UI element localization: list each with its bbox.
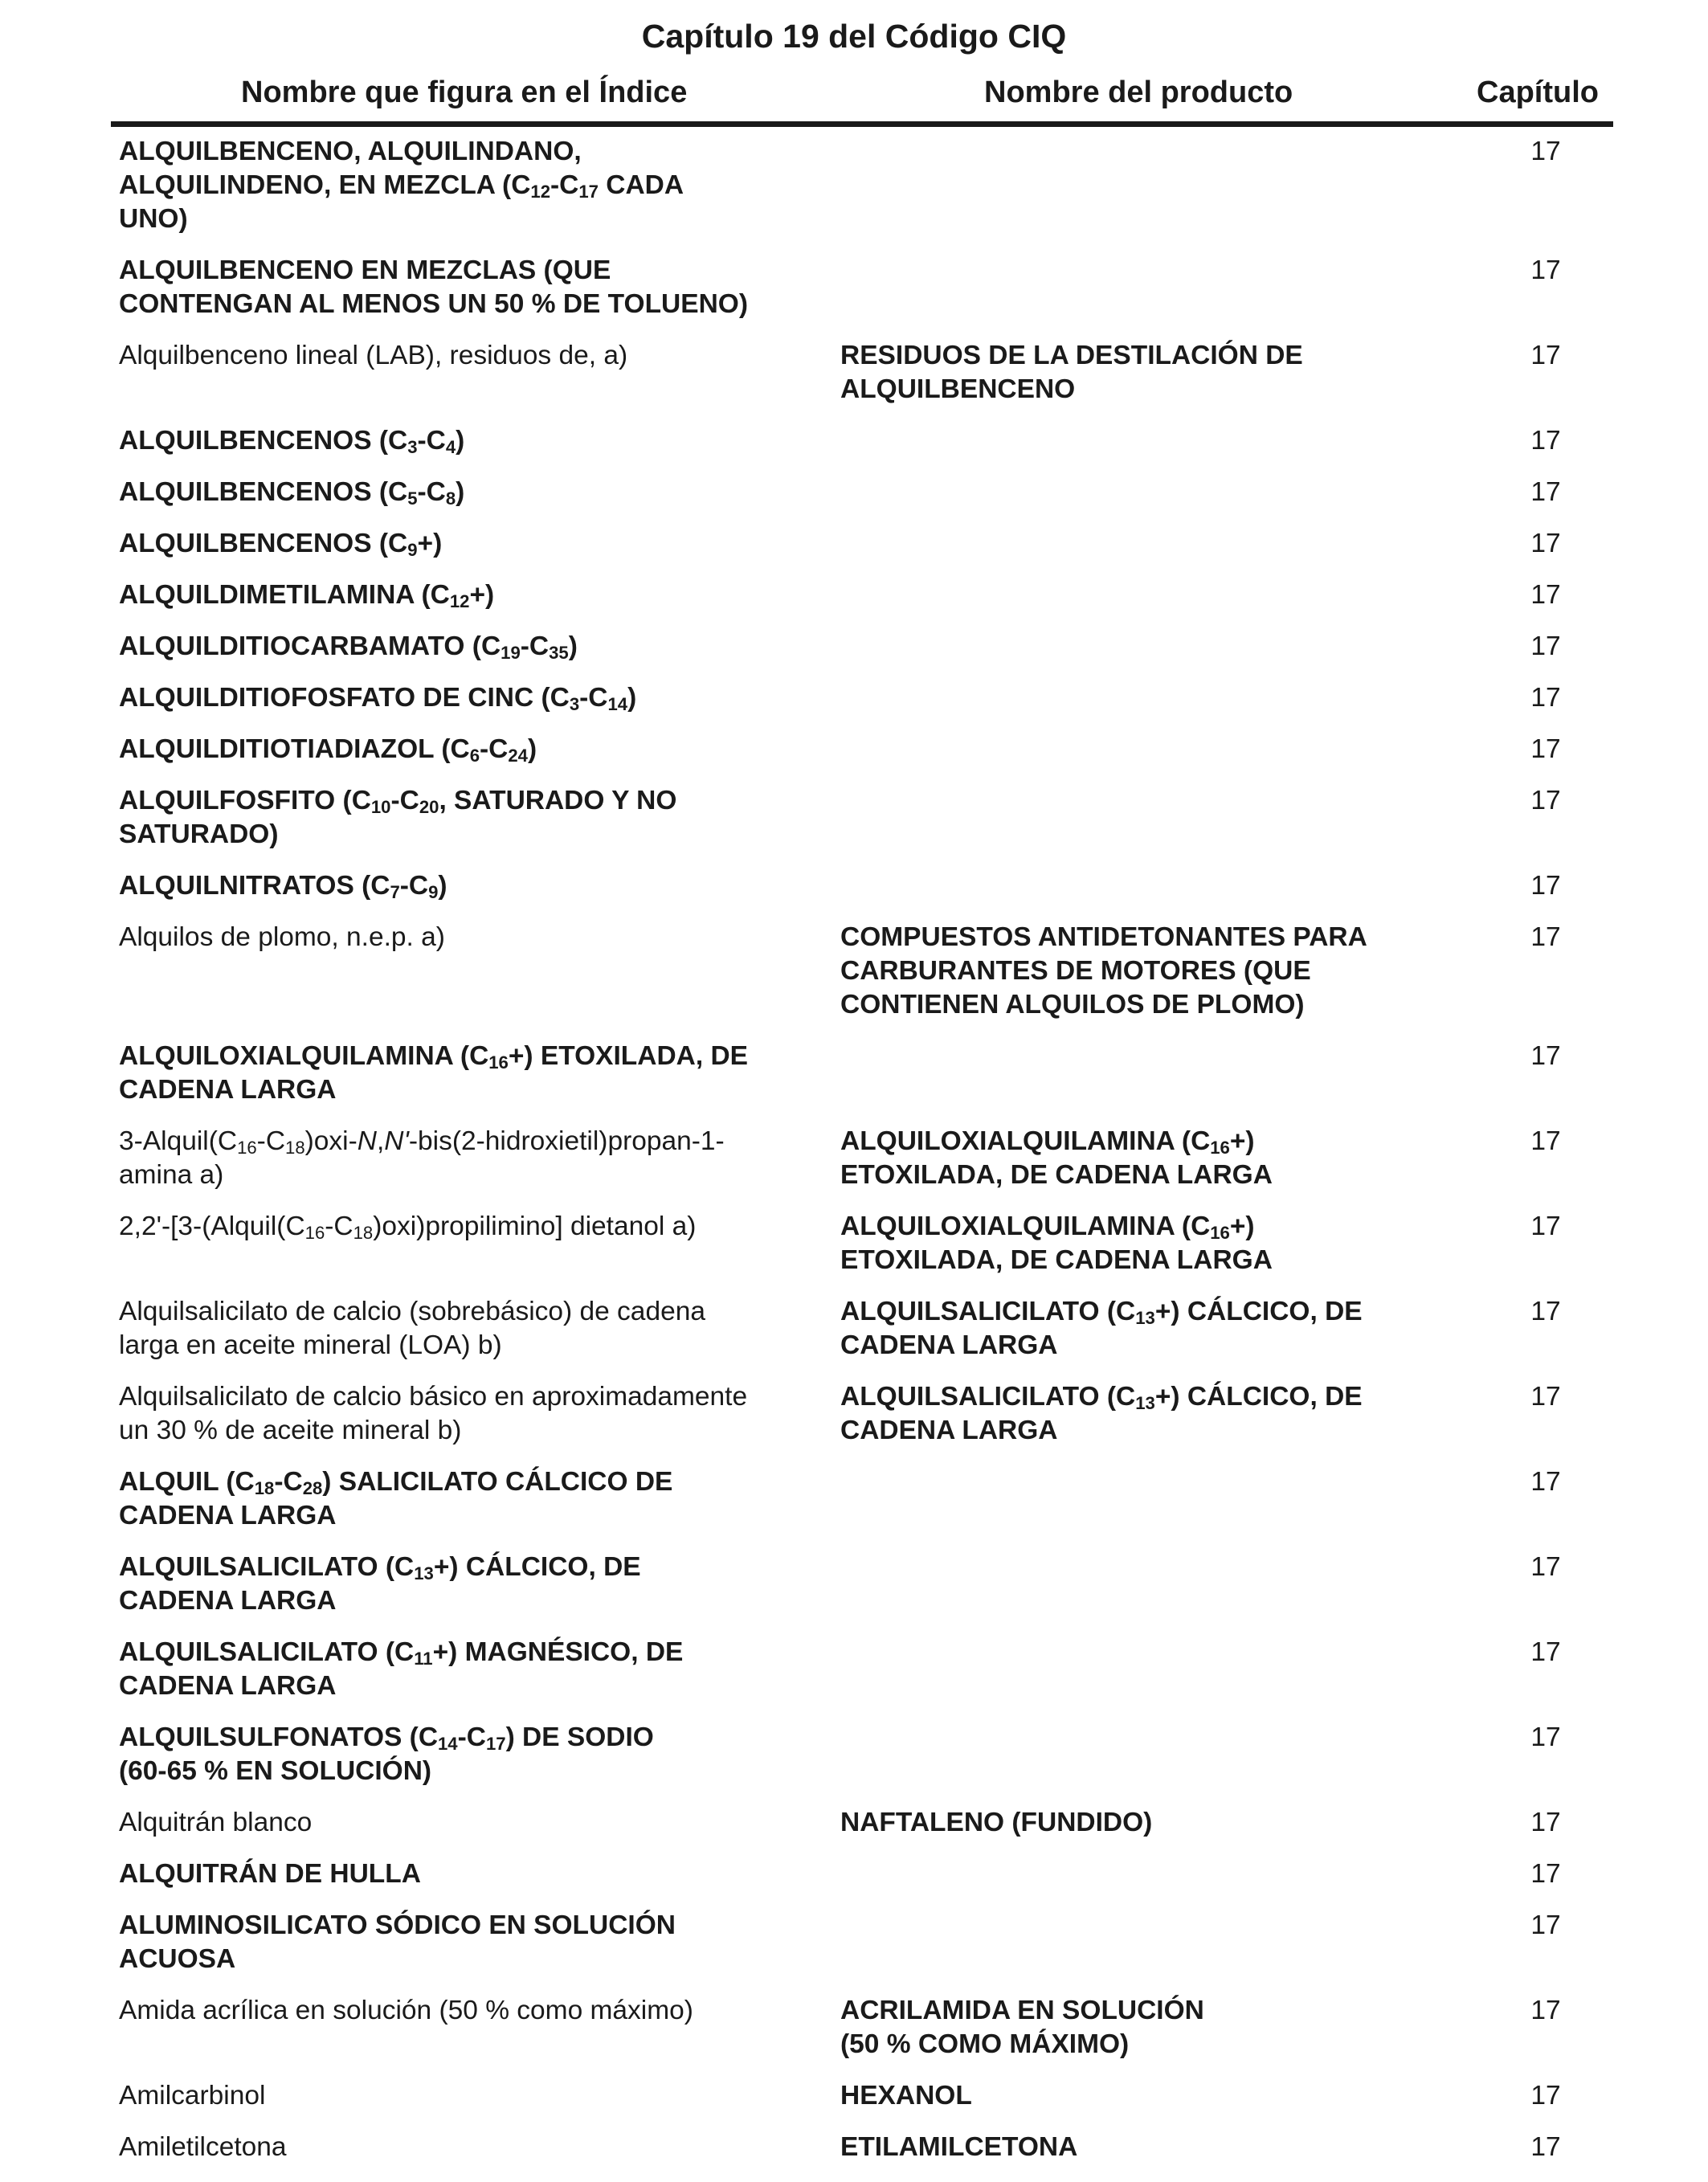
page-title: Capítulo 19 del Código CIQ xyxy=(641,18,1067,55)
index-table xyxy=(119,135,1613,2182)
chapter-cell: 17 xyxy=(1530,1859,1561,1889)
index-name-cell: ALUMINOSILICATO SÓDICO EN SOLUCIÓN ACUOSA xyxy=(119,1910,676,1974)
table-row xyxy=(119,1909,1613,1994)
table-row xyxy=(119,869,1613,921)
index-name-cell: $3-Alquil(C_{16}-C_{18})oxi-N,N'-bis(2-hidroxietil)propan-1-$ amina a) xyxy=(119,1126,725,1190)
index-name-cell: Amiletilcetona xyxy=(119,2132,287,2162)
chapter-cell: 17 xyxy=(1530,580,1561,610)
table-row xyxy=(119,2079,1613,2131)
table-row xyxy=(119,1380,1613,1465)
product-name-cell: ALQUILSALICILATO $(C_{13}+)$ CÁLCICO, DE CADENA LARGA xyxy=(840,1382,1363,1445)
index-name-cell: ALQUILSULFONATOS $(C_{14}-C_{17})$ DE SODIO (60-65 % EN SOLUCIÓN) xyxy=(119,1722,654,1786)
index-name-cell: ALQUILOXIALQUILAMINA $(C_{16}+)$ ETOXILADA, DE CADENA LARGA xyxy=(119,1041,748,1105)
table-row xyxy=(119,1994,1613,2079)
index-name-cell: ALQUILNITRATOS $(C_7-C_9)$ xyxy=(119,871,447,902)
table-row xyxy=(119,1806,1613,1857)
product-name-cell: ALQUILOXIALQUILAMINA $(C_{16}+)$ ETOXILADA, DE CADENA LARGA xyxy=(840,1212,1273,1275)
index-name-cell: Alquitrán blanco xyxy=(119,1808,313,1837)
index-name-cell: ALQUILSALICILATO $(C_{13}+)$ CÁLCICO, DE CADENA LARGA xyxy=(119,1552,641,1616)
product-name-cell: COMPUESTOS ANTIDETONANTES PARA CARBURANTES DE MOTORES (QUE CONTIENEN ALQUILOS DE PLOMO) xyxy=(840,922,1367,1019)
product-name-cell: ALQUILOXIALQUILAMINA $(C_{16}+)$ ETOXILADA, DE CADENA LARGA xyxy=(840,1126,1273,1190)
chapter-cell: 17 xyxy=(1530,871,1561,901)
chapter-cell: 17 xyxy=(1530,1297,1561,1326)
table-row xyxy=(119,476,1613,527)
index-name-cell: $2,2'-[3-(Alquil(C_{16}-C_{18})oxi)propilimino]$ dietanol a) xyxy=(119,1212,697,1243)
table-row xyxy=(119,784,1613,869)
index-name-cell: ALQUILDITIOTIADIAZOL $(C_6-C_{24})$ xyxy=(119,734,537,766)
index-name-cell: Alquilbenceno lineal (LAB), residuos de, a) xyxy=(119,341,628,370)
index-name-cell: ALQUILBENCENO, ALQUILINDANO, ALQUILINDENO, EN MEZCLA ($C_{12}-C_{17}$ CADA UNO) xyxy=(119,137,684,234)
table-row xyxy=(119,1295,1613,1380)
chapter-cell: 17 xyxy=(1530,1722,1561,1752)
chapter-cell: 17 xyxy=(1530,137,1561,166)
table-row xyxy=(119,921,1613,1040)
chapter-cell: 17 xyxy=(1530,2132,1561,2162)
table-row xyxy=(119,578,1613,630)
table-row xyxy=(119,1721,1613,1806)
index-name-cell: ALQUILDITIOCARBAMATO $(C_{19}-C_{35})$ xyxy=(119,631,578,663)
index-name-cell: ALQUILFOSFITO ($C_{10}-C_{20}$, SATURADO Y NO SATURADO) xyxy=(119,786,677,849)
table-row xyxy=(119,630,1613,681)
chapter-cell: 17 xyxy=(1530,341,1561,370)
chapter-cell: 17 xyxy=(1530,683,1561,713)
index-name-cell: Amida acrílica en solución (50 % como máximo) xyxy=(119,1996,693,2025)
header-chapter: Capítulo xyxy=(1477,76,1599,109)
chapter-cell: 17 xyxy=(1530,1996,1561,2025)
chapter-cell: 17 xyxy=(1530,426,1561,456)
index-name-cell: Alquilsalicilato de calcio básico en aproximadamente un 30 % de aceite mineral b) xyxy=(119,1382,748,1445)
chapter-cell: 17 xyxy=(1530,1041,1561,1071)
index-name-cell: ALQUILBENCENO EN MEZCLAS (QUE CONTENGAN AL MENOS UN 50 % DE TOLUENO) xyxy=(119,255,748,319)
index-name-cell: ALQUILBENCENOS $(C_9+)$ xyxy=(119,529,443,560)
chapter-cell: 17 xyxy=(1530,786,1561,815)
table-row xyxy=(119,254,1613,339)
index-name-cell: ALQUILDIMETILAMINA $(C_{12}+)$ xyxy=(119,580,495,611)
chapter-cell: 17 xyxy=(1530,922,1561,952)
product-name-cell: HEXANOL xyxy=(840,2081,972,2110)
table-row xyxy=(119,1551,1613,1636)
table-row xyxy=(119,1040,1613,1125)
table-row xyxy=(119,681,1613,733)
chapter-cell: 17 xyxy=(1530,631,1561,661)
product-name-cell: ALQUILSALICILATO $(C_{13}+)$ CÁLCICO, DE CADENA LARGA xyxy=(840,1297,1363,1360)
index-name-cell: ALQUILBENCENOS $(C_3-C_4)$ xyxy=(119,426,465,457)
table-row xyxy=(119,1125,1613,1210)
chapter-cell: 17 xyxy=(1530,255,1561,285)
chapter-cell: 17 xyxy=(1530,477,1561,507)
product-name-cell: RESIDUOS DE LA DESTILACIÓN DE ALQUILBENCENO xyxy=(840,341,1303,404)
index-name-cell: Alquilsalicilato de calcio (sobrebásico) de cadena larga en aceite mineral (LOA) b) xyxy=(119,1297,705,1360)
chapter-cell: 17 xyxy=(1530,1910,1561,1940)
index-name-cell: ALQUITRÁN DE HULLA xyxy=(119,1859,421,1889)
index-name-cell: Alquilos de plomo, n.e.p. a) xyxy=(119,922,445,952)
chapter-cell: 17 xyxy=(1530,1382,1561,1412)
header-product-name: Nombre del producto xyxy=(984,76,1293,109)
index-name-cell: ALQUILSALICILATO $(C_{11}+)$ MAGNÉSICO, DE CADENA LARGA xyxy=(119,1637,684,1701)
table-row xyxy=(119,1857,1613,1909)
table-row xyxy=(119,1465,1613,1551)
chapter-cell: 17 xyxy=(1530,529,1561,558)
chapter-cell: 17 xyxy=(1530,1637,1561,1667)
index-name-cell: ALQUIL $(C_{18}-C_{28})$ SALICILATO CÁLCICO DE CADENA LARGA xyxy=(119,1467,673,1530)
table-row xyxy=(119,1636,1613,1721)
header-index-name: Nombre que figura en el Índice xyxy=(241,76,688,109)
table-row xyxy=(119,733,1613,784)
header-rule xyxy=(111,121,1613,127)
table-row xyxy=(119,339,1613,424)
chapter-cell: 17 xyxy=(1530,2081,1561,2110)
product-name-cell: ETILAMILCETONA xyxy=(840,2132,1078,2162)
chapter-cell: 17 xyxy=(1530,1467,1561,1497)
table-row xyxy=(119,424,1613,476)
table-row xyxy=(119,1210,1613,1295)
table-row xyxy=(119,135,1613,254)
product-name-cell: ACRILAMIDA EN SOLUCIÓN (50 % COMO MÁXIMO) xyxy=(840,1996,1204,2059)
chapter-cell: 17 xyxy=(1530,1808,1561,1837)
product-name-cell: NAFTALENO (FUNDIDO) xyxy=(840,1808,1153,1837)
index-name-cell: ALQUILBENCENOS $(C_5-C_8)$ xyxy=(119,477,465,509)
table-row xyxy=(119,2131,1613,2182)
chapter-cell: 17 xyxy=(1530,1126,1561,1156)
chapter-cell: 17 xyxy=(1530,1212,1561,1241)
index-name-cell: Amilcarbinol xyxy=(119,2081,266,2110)
index-name-cell: ALQUILDITIOFOSFATO DE CINC $(C_3-C_{14})$ xyxy=(119,683,637,714)
table-row xyxy=(119,527,1613,578)
chapter-cell: 17 xyxy=(1530,734,1561,764)
chapter-cell: 17 xyxy=(1530,1552,1561,1582)
